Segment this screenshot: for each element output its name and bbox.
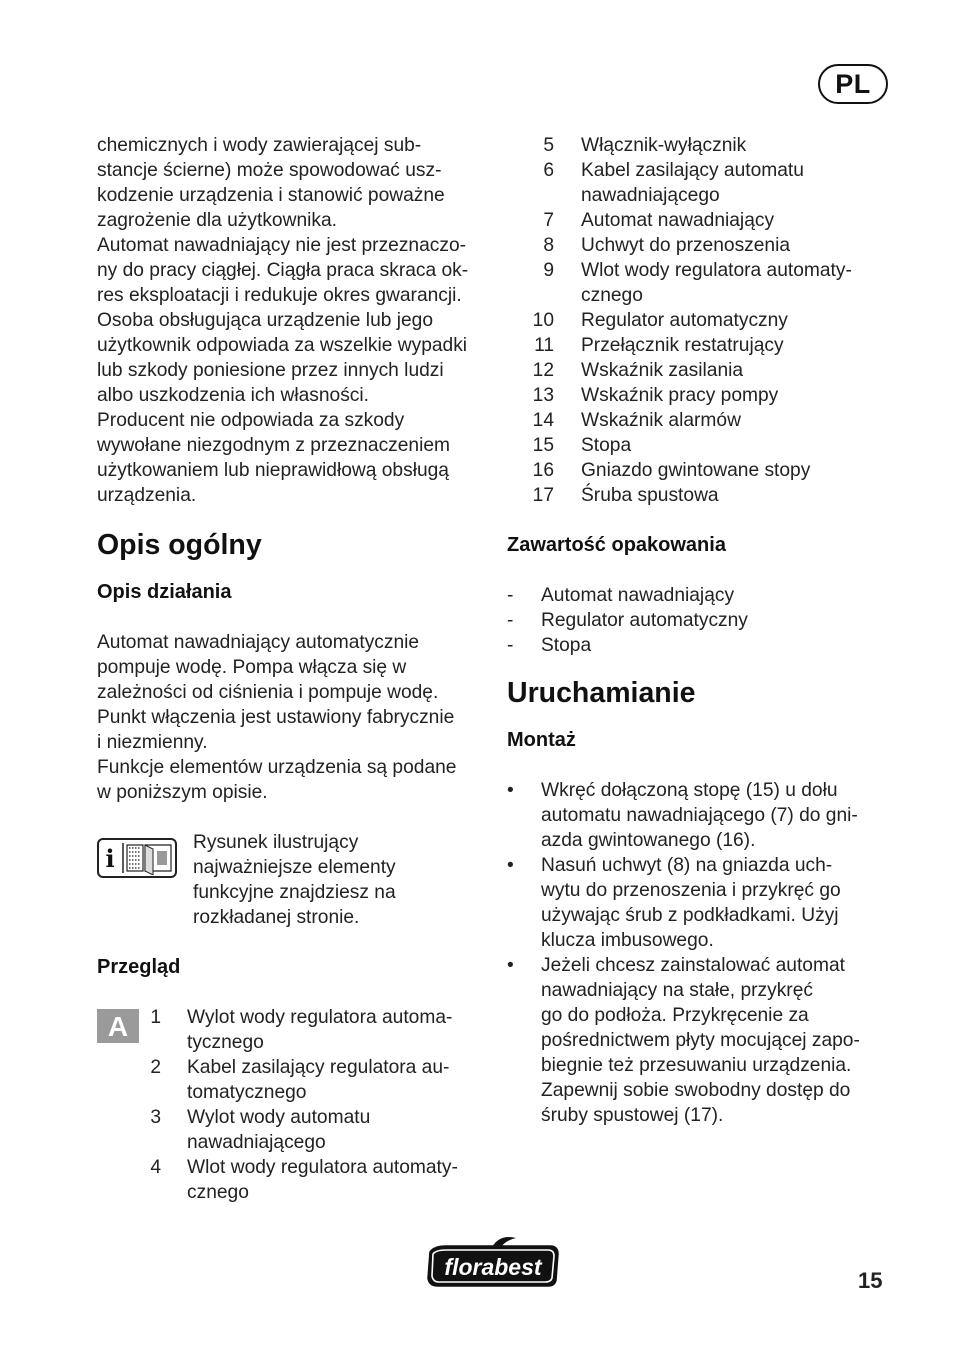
item-number: 7 <box>543 210 554 231</box>
heading-general-description: Opis ogólny <box>97 529 262 561</box>
text-line: Zapewnij sobie swobodny dostęp do <box>541 1080 851 1101</box>
text-line: Funkcje elementów urządzenia są podane <box>97 757 457 778</box>
text-line: używając śrub z podkładkami. Użyj <box>541 905 839 926</box>
list-item <box>491 233 892 258</box>
item-text <box>554 308 892 333</box>
item-number: 14 <box>532 410 554 431</box>
text-line: Automat nawadniający nie jest przeznaczo- <box>97 235 467 256</box>
text-line: wytu do przenoszenia i przykręć go <box>541 880 841 901</box>
text-line: Regulator automatyczny <box>581 310 788 331</box>
text-line: Nasuń uchwyt (8) na gniazda uch- <box>541 855 833 876</box>
text-line: urządzenia. <box>97 485 197 506</box>
florabest-logo <box>424 1236 562 1290</box>
text-line: najważniejsze elementy <box>193 857 396 878</box>
heading-assembly: Montaż <box>507 729 576 751</box>
text-line: klucza imbusowego. <box>541 930 714 951</box>
figure-a-marker: A <box>97 1009 139 1043</box>
item-number: 12 <box>532 360 554 381</box>
text-line: użytkownik odpowiada za wszelkie wypadki <box>97 335 468 356</box>
list-item <box>491 483 892 508</box>
list-item <box>491 133 892 158</box>
item-text <box>161 1005 480 1055</box>
list-item <box>491 333 892 358</box>
list-item <box>97 1055 480 1105</box>
item-text <box>554 333 892 358</box>
item-number: 5 <box>543 135 554 156</box>
text-line: Jeżeli chcesz zainstalować automat <box>541 955 845 976</box>
item-number: 10 <box>532 310 554 331</box>
language-badge: PL <box>818 64 888 104</box>
text-line: Wskaźnik alarmów <box>581 410 741 431</box>
text-line: tomatycznego <box>187 1082 307 1103</box>
heading-function-description: Opis działania <box>97 581 232 603</box>
item-number: 6 <box>543 160 554 181</box>
item-text <box>554 208 892 233</box>
item-text <box>554 433 892 458</box>
text-line: pośrednictwem płyty mocującej zapo- <box>541 1030 860 1051</box>
dash-marker: - <box>507 610 514 631</box>
text-line: lub szkody poniesione przez innych ludzi <box>97 360 444 381</box>
item-number: 3 <box>150 1107 161 1128</box>
text-line: Rysunek ilustrujący <box>193 832 359 853</box>
list-item <box>491 208 892 233</box>
text-line: stancje ścierne) może spowodować usz- <box>97 160 442 181</box>
item-text <box>554 383 892 408</box>
text-line: nawadniającego <box>581 185 720 206</box>
text-line: w poniższym opisie. <box>97 782 268 803</box>
heading-overview: Przegląd <box>97 956 181 978</box>
list-item <box>507 778 892 853</box>
item-number: 4 <box>150 1157 161 1178</box>
text-line: rozkładanej stronie. <box>193 907 360 928</box>
dash-marker: - <box>507 585 514 606</box>
function-text <box>97 630 480 805</box>
item-text <box>554 158 892 208</box>
item-number: 2 <box>150 1057 161 1078</box>
list-item <box>507 953 892 1128</box>
heading-startup: Uruchamianie <box>507 677 696 709</box>
text-line: Wskaźnik pracy pompy <box>581 385 779 406</box>
text-line: Stopa <box>581 435 632 456</box>
item-text <box>161 1055 480 1105</box>
item-text <box>554 258 892 308</box>
text-line: Kabel zasilający regulatora au- <box>187 1057 450 1078</box>
text-line: Osoba obsługująca urządzenie lub jego <box>97 310 434 331</box>
assembly-steps <box>507 778 892 1128</box>
list-item <box>491 158 892 208</box>
list-item <box>97 1005 480 1055</box>
text-line: kodzenie urządzenia i stanowić poważne <box>97 185 445 206</box>
item-number: 16 <box>532 460 554 481</box>
text-line: śruby spustowej (17). <box>541 1105 724 1126</box>
text-line: Punkt włączenia jest ustawiony fabrycznie <box>97 707 455 728</box>
list-item <box>507 853 892 953</box>
text-line: Wskaźnik zasilania <box>581 360 744 381</box>
item-text <box>554 483 892 508</box>
text-line: Automat nawadniający <box>581 210 775 231</box>
list-item <box>507 583 892 608</box>
text-line: nawadniającego <box>187 1132 326 1153</box>
page-number: 15 <box>858 1268 883 1293</box>
item-text <box>554 133 892 158</box>
text-line: pompuje wodę. Pompa włącza się w <box>97 657 407 678</box>
overview-list-left <box>97 1005 480 1205</box>
text-line: Automat nawadniający automatycznie <box>97 632 420 653</box>
item-text <box>554 408 892 433</box>
text-line: zagrożenie dla użytkownika. <box>97 210 337 231</box>
text-line: cznego <box>581 285 643 306</box>
item-number: 17 <box>532 485 554 506</box>
item-number: 1 <box>150 1007 161 1028</box>
text-line: Wylot wody regulatora automa- <box>187 1007 453 1028</box>
item-text <box>541 953 860 1128</box>
intro-text <box>97 133 480 508</box>
item-text <box>161 1105 480 1155</box>
text-line: Włącznik-wyłącznik <box>581 135 747 156</box>
text-line: res eksploatacji i redukuje okres gwarancji. <box>97 285 462 306</box>
item-number: 9 <box>543 260 554 281</box>
item-number: 15 <box>532 435 554 456</box>
text-line: Wlot wody regulatora automaty- <box>187 1157 458 1178</box>
item-text <box>554 458 892 483</box>
dash-marker: - <box>507 635 514 656</box>
text-line: wywołane niezgodnym z przeznaczeniem <box>97 435 451 456</box>
right-column <box>507 133 892 1128</box>
list-item <box>491 358 892 383</box>
text-line: tycznego <box>187 1032 264 1053</box>
item-number: 11 <box>534 335 554 356</box>
item-text <box>541 853 841 953</box>
list-item <box>491 458 892 483</box>
list-item <box>507 633 892 658</box>
info-note <box>97 830 480 930</box>
text-line: azda gwintowanego (16). <box>541 830 756 851</box>
text-line: Wylot wody automatu <box>187 1107 371 1128</box>
list-item <box>491 308 892 333</box>
item-text <box>161 1155 480 1205</box>
text-line: Przełącznik restatrujący <box>581 335 784 356</box>
text-line: użytkowaniem lub nieprawidłową obsługą <box>97 460 449 481</box>
text-line: Gniazdo gwintowane stopy <box>581 460 811 481</box>
text-line: albo uszkodzenia ich własności. <box>97 385 369 406</box>
item-text <box>554 233 892 258</box>
list-item <box>97 1155 480 1205</box>
list-item <box>507 608 892 633</box>
text-line: Uchwyt do przenoszenia <box>581 235 791 256</box>
item-text: Automat nawadniający <box>541 585 735 606</box>
text-line: chemicznych i wody zawierającej sub- <box>97 135 422 156</box>
info-text <box>193 830 396 930</box>
text-line: Śruba spustowa <box>581 485 719 506</box>
text-line: Wlot wody regulatora automaty- <box>581 260 852 281</box>
list-item <box>97 1105 480 1155</box>
bullet-marker: • <box>507 780 514 801</box>
list-item <box>491 433 892 458</box>
item-text: Stopa <box>541 635 592 656</box>
logo-text: florabest <box>444 1254 542 1280</box>
text-line: zależności od ciśnienia i pompuje wodę. <box>97 682 439 703</box>
overview-section <box>97 1005 480 1205</box>
list-item <box>491 408 892 433</box>
item-number: 13 <box>532 385 554 406</box>
text-line: Kabel zasilający automatu <box>581 160 804 181</box>
item-number: 8 <box>543 235 554 256</box>
info-fold-out-icon: i <box>97 838 177 878</box>
text-line: automatu nawadniającego (7) do gni- <box>541 805 858 826</box>
text-line: ny do pracy ciągłej. Ciągła praca skraca ok- <box>97 260 469 281</box>
heading-package-contents: Zawartość opakowania <box>507 534 726 556</box>
text-line: Producent nie odpowiada za szkody <box>97 410 405 431</box>
package-contents-list <box>507 583 892 658</box>
item-text <box>541 778 858 853</box>
item-text: Regulator automatyczny <box>541 610 748 631</box>
text-line: cznego <box>187 1182 249 1203</box>
text-line: i niezmienny. <box>97 732 208 753</box>
text-line: biegnie też przesuwaniu urządzenia. <box>541 1055 852 1076</box>
text-line: go do podłoża. Przykręcenie za <box>541 1005 809 1026</box>
list-item <box>491 258 892 308</box>
text-line: nawadniający na stałe, przykręć <box>541 980 813 1001</box>
bullet-marker: • <box>507 855 514 876</box>
text-line: funkcyjne znajdziesz na <box>193 882 396 903</box>
left-column <box>97 133 480 1205</box>
item-text <box>554 358 892 383</box>
text-line: Wkręć dołączoną stopę (15) u dołu <box>541 780 838 801</box>
overview-list-right <box>491 133 892 508</box>
list-item <box>491 383 892 408</box>
bullet-marker: • <box>507 955 514 976</box>
